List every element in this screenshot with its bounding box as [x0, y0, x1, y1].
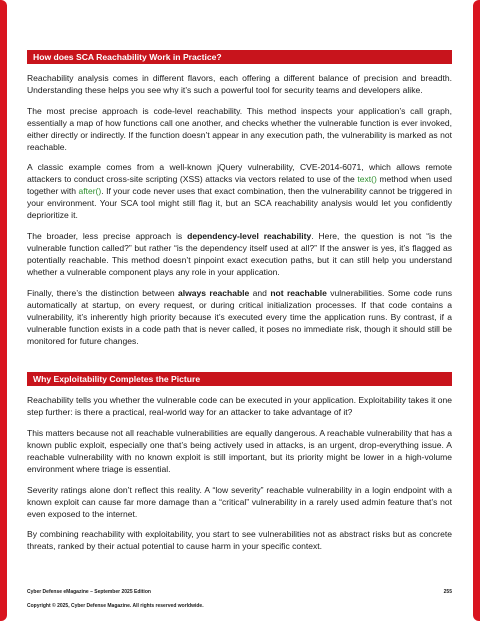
- footer-copyright: Copyright © 2025, Cyber Defense Magazine. All rights reserved worldwide.: [27, 603, 204, 609]
- section-heading-reachability: How does SCA Reachability Work in Practice?: [27, 50, 452, 64]
- paragraph: Reachability tells you whether the vulnerable code can be executed in your application. Exploitability takes it one step further: is there a practical, real-world way for an attacker to take advantage of it?: [27, 395, 452, 418]
- page-number: 255: [443, 589, 452, 595]
- text-run: and: [249, 287, 271, 298]
- footer-edition: Cyber Defense eMagazine – September 2025 Edition: [27, 589, 151, 595]
- text-run: The broader, less precise approach is: [27, 231, 188, 242]
- paragraph: Severity ratings alone don’t reflect this reality. A “low severity” reachable vulnerability in a login endpoint with a known exploit can cause far more damage than a “critical” vulnerability in a rarely used admin feature that’s not even exposed to the internet.: [27, 484, 452, 519]
- bold-term: dependency-level reachability: [187, 231, 312, 242]
- footer-row: [27, 588, 452, 596]
- code-after-method: after(): [78, 186, 102, 197]
- text-run: method when used together with: [27, 174, 452, 197]
- paragraph: Reachability analysis comes in different flavors, each offering a different balance of precision and breadth. Understanding these helps you see why it’s such a powerful tool for security teams and developers alike.: [27, 73, 452, 96]
- paragraph: By combining reachability with exploitability, you start to see vulnerabilities not as abstract risks but as concrete threats, ranked by their actual potential to cause harm in your specific context.: [27, 529, 452, 552]
- text-run: . Here, the question is not “is the vulnerable function called?” but rather “is the dependency itself used at all?” If the answer is yes, it’s flagged as potentially reachable. This method doesn’t pinpoint exact execution paths, but it can still help you understand whether a vulnerable component plays any role in your application.: [27, 231, 452, 278]
- code-text-method: text(): [357, 174, 377, 185]
- text-run: Finally, there’s the distinction between: [27, 287, 178, 298]
- paragraph: [27, 230, 452, 278]
- text-run: vulnerabilities. Some code runs automatically at startup, on every request, or during critical initialization processes. If that code contains a vulnerability, it’s inherently high priority because it’s executed every time the application runs. By contrast, if a vulnerable function exists in a code path that is never called, it poses no immediate risk, though it should still be monitored for future changes.: [27, 287, 453, 346]
- section-heading-exploitability: Why Exploitability Completes the Picture: [27, 372, 452, 386]
- paragraph: [27, 161, 452, 221]
- text-run: . If your code never uses that exact combination, then the vulnerability cannot be triggered in your environment. Your SCA tool might still flag it, but an SCA reachability analysis would let you confidently deprioritize it.: [27, 186, 452, 221]
- left-accent-bar: [0, 0, 7, 621]
- article-body: [27, 50, 452, 561]
- paragraph: The most precise approach is code-level reachability. This method inspects your application’s call graph, essentially a map of how functions call one another, and checks whether the vulnerable function is ever invoked, either directly or indirectly. If the function doesn’t appear in any execution path, the vulnerability is marked as not reachable.: [27, 105, 452, 152]
- section-spacer: [27, 355, 452, 372]
- paragraph: [27, 287, 452, 347]
- page-footer: [27, 588, 452, 610]
- text-run: A classic example comes from a well-known jQuery vulnerability, CVE-2014-6071, which allows remote attackers to conduct cross-site scripting (XSS) attacks via vectors related to use of the: [27, 162, 452, 185]
- bold-term: not reachable: [270, 287, 327, 298]
- bold-term: always reachable: [177, 287, 250, 298]
- right-accent-bar: [473, 0, 480, 621]
- paragraph: This matters because not all reachable vulnerabilities are equally dangerous. A reachable vulnerability that has a known public exploit, especially one that’s being actively used in attacks, is an urgent, drop-everything issue. A reachable vulnerability with no known exploit is still important, but its priority might be lower in a high-volume environment where triage is essential.: [27, 428, 452, 475]
